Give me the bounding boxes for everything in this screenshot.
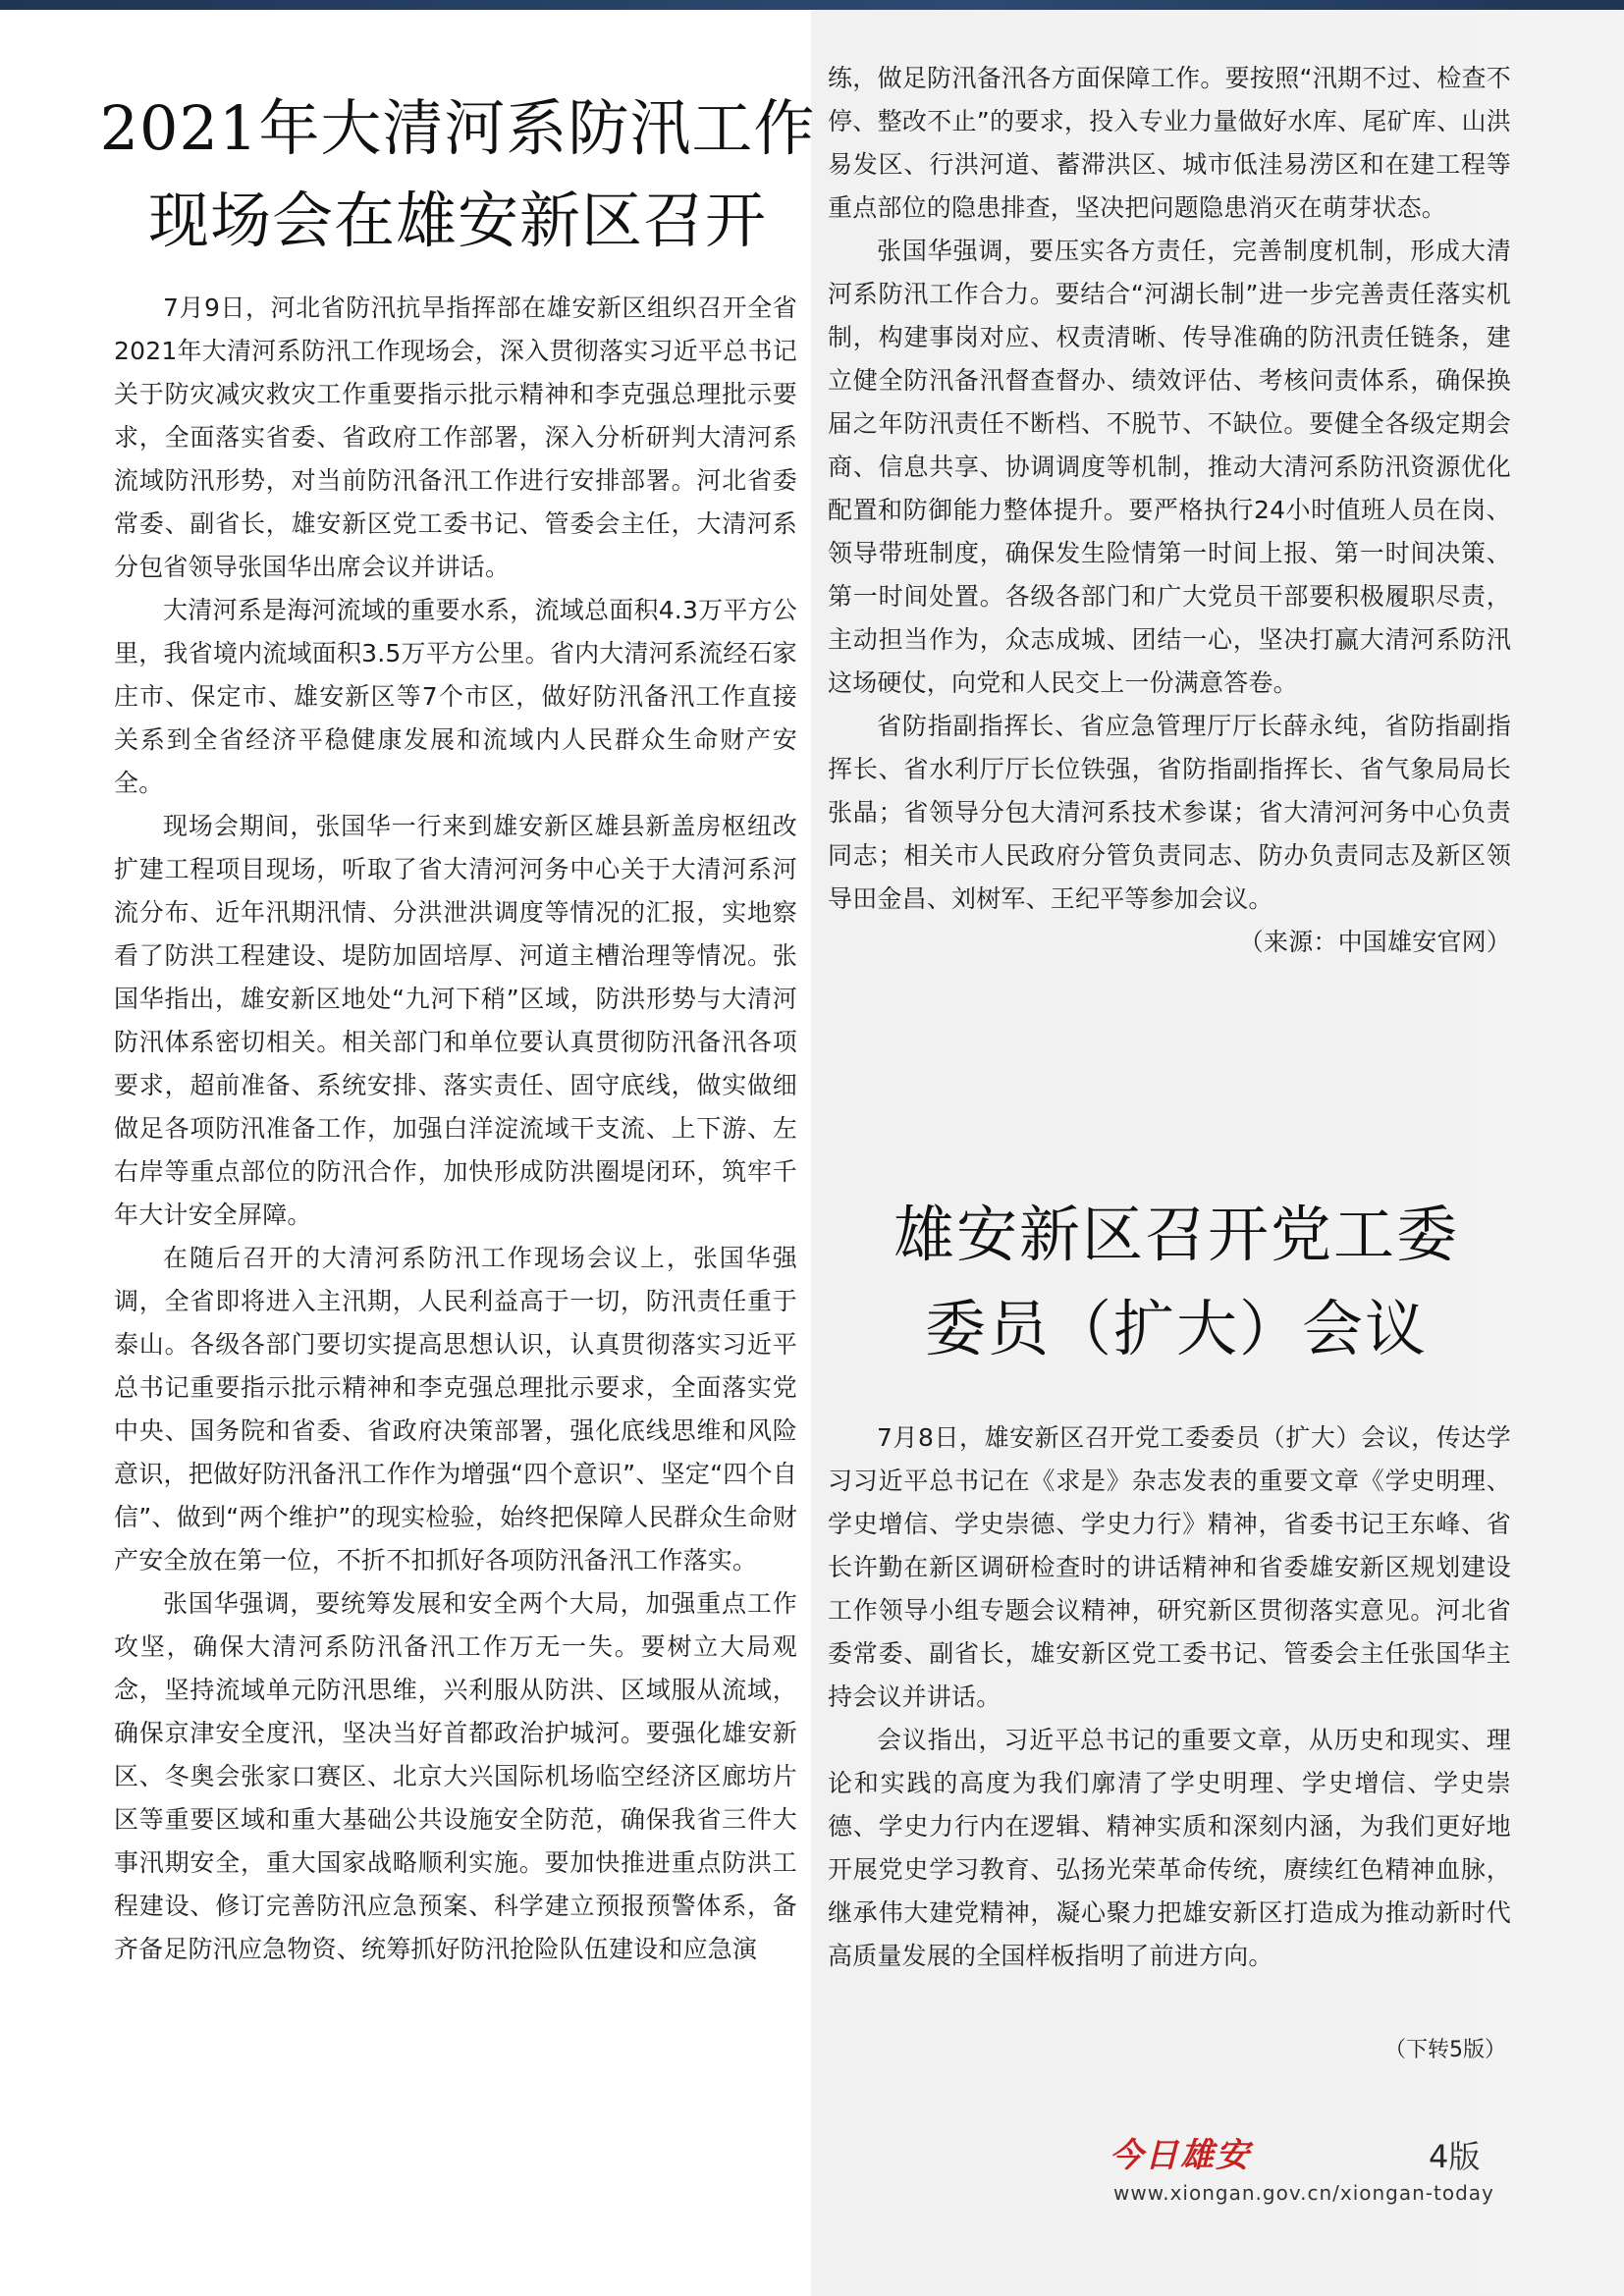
article1-continued-paragraph: 练，做足防汛备汛各方面保障工作。要按照“汛期不过、检查不停、整改不止”的要求，投入专业力量做好水库、尾矿库、山洪易发区、行洪河道、蓄滞洪区、城市低洼易涝区和在建工程等重点部位的隐患排查，坚决把问题隐患消灭在萌芽状态。	[828, 64, 1511, 222]
article1-paragraph: 在随后召开的大清河系防汛工作现场会议上，张国华强调，全省即将进入主汛期，人民利益高于一切，防汛责任重于泰山。各级各部门要切实提高思想认识，认真贯彻落实习近平总书记重要指示批示精神和李克强总理批示要求，全面落实党中央、国务院和省委、省政府决策部署，强化底线思维和风险意识，把做好防汛备汛工作作为增强“四个意识”、坚定“四个自信”、做到“两个维护”的现实检验，始终把保障人民群众生命财产安全放在第一位，不折不扣抓好各项防汛备汛工作落实。	[114, 1244, 797, 1575]
article2-title-line1: 雄安新区召开党工委	[893, 1199, 1459, 1270]
continued-notice: （下转5版）	[1384, 2038, 1506, 2062]
article1-title-line2: 现场会在雄安新区召开	[147, 185, 767, 256]
article2-paragraph: 会议指出，习近平总书记的重要文章，从历史和现实、理论和实践的高度为我们廓清了学史明理、学史增信、学史崇德、学史力行内在逻辑、精神实质和深刻内涵，为我们更好地开展党史学习教育、弘扬光荣革命传统，赓续红色精神血脉，继承伟大建党精神，凝心聚力把雄安新区打造成为推动新时代高质量发展的全国样板指明了前进方向。	[828, 1726, 1511, 1970]
article1-body-right	[828, 57, 1511, 964]
article1-continued-paragraph: 省防指副指挥长、省应急管理厅厅长薛永纯，省防指副指挥长、省水利厅厅长位铁强，省防指副指挥长、省气象局局长张晶；省领导分包大清河系技术参谋；省大清河河务中心负责同志；相关市人民政府分管负责同志、防办负责同志及新区领导田金昌、刘树军、王纪平等参加会议。	[828, 712, 1511, 913]
top-banner-bar	[0, 0, 1624, 10]
publication-logo: 今日雄安	[1110, 2136, 1251, 2175]
article1-title-line1: 2021年大清河系防汛工作	[99, 92, 816, 164]
article2-paragraph: 7月8日，雄安新区召开党工委委员（扩大）会议，传达学习习近平总书记在《求是》杂志发表的重要文章《学史明理、学史增信、学史崇德、学史力行》精神，省委书记王东峰、省长许勤在新区调研检查时的讲话精神和省委雄安新区规划建设工作领导小组专题会议精神，研究新区贯彻落实意见。河北省委常委、副省长，雄安新区党工委书记、管委会主任张国华主持会议并讲话。	[828, 1423, 1511, 1711]
article1-paragraph: 大清河系是海河流域的重要水系，流域总面积4.3万平方公里，我省境内流域面积3.5万平方公里。省内大清河系流经石家庄市、保定市、雄安新区等7个市区，做好防汛备汛工作直接关系到全省经济平稳健康发展和流域内人民群众生命财产安全。	[114, 596, 797, 797]
page-number: 4版	[1429, 2138, 1481, 2175]
article2-title-line2: 委员（扩大）会议	[924, 1293, 1428, 1364]
article1-paragraph: 张国华强调，要统筹发展和安全两个大局，加强重点工作攻坚，确保大清河系防汛备汛工作万无一失。要树立大局观念，坚持流域单元防汛思维，兴利服从防洪、区域服从流域，确保京津安全度汛，坚决当好首都政治护城河。要强化雄安新区、冬奥会张家口赛区、北京大兴国际机场临空经济区廊坊片区等重要区域和重大基础公共设施安全防范，确保我省三件大事汛期安全，重大国家战略顺利实施。要加快推进重点防洪工程建设、修订完善防汛应急预案、科学建立预报预警体系，备齐备足防汛应急物资、统筹抓好防汛抢险队伍建设和应急演	[114, 1589, 797, 1963]
article1-continued-paragraph: 张国华强调，要压实各方责任，完善制度机制，形成大清河系防汛工作合力。要结合“河湖长制”进一步完善责任落实机制，构建事岗对应、权责清晰、传导准确的防汛责任链条，建立健全防汛备汛督查督办、绩效评估、考核问责体系，确保换届之年防汛责任不断档、不脱节、不缺位。要健全各级定期会商、信息共享、协调调度等机制，推动大清河系防汛资源优化配置和防御能力整体提升。要严格执行24小时值班人员在岗、领导带班制度，确保发生险情第一时间上报、第一时间决策、第一时间处置。各级各部门和广大党员干部要积极履职尽责，主动担当作为，众志成城、团结一心，坚决打赢大清河系防汛这场硬仗，向党和人民交上一份满意答卷。	[828, 237, 1511, 697]
footer-url: www.xiongan.gov.cn/xiongan-today	[1113, 2181, 1494, 2205]
article2-body	[828, 1416, 1511, 1978]
article1-paragraph: 现场会期间，张国华一行来到雄安新区雄县新盖房枢纽改扩建工程项目现场，听取了省大清河河务中心关于大清河系河流分布、近年汛期汛情、分洪泄洪调度等情况的汇报，实地察看了防洪工程建设、堤防加固培厚、河道主槽治理等情况。张国华指出，雄安新区地处“九河下稍”区域，防洪形势与大清河防汛体系密切相关。相关部门和单位要认真贯彻防汛备汛各项要求，超前准备、系统安排、落实责任、固守底线，做实做细做足各项防汛准备工作，加强白洋淀流域干支流、上下游、左右岸等重点部位的防汛合作，加快形成防洪圈堤闭环，筑牢千年大计安全屏障。	[114, 812, 797, 1229]
article1-title	[94, 82, 821, 267]
article1-source: （来源：中国雄安官网）	[1238, 928, 1511, 956]
article1-paragraph: 7月9日，河北省防汛抗旱指挥部在雄安新区组织召开全省2021年大清河系防汛工作现场会，深入贯彻落实习近平总书记关于防灾减灾救灾工作重要指示批示精神和李克强总理批示要求，全面落实省委、省政府工作部署，深入分析研判大清河系流域防汛形势，对当前防汛备汛工作进行安排部署。河北省委常委、副省长，雄安新区党工委书记、管委会主任，大清河系分包省领导张国华出席会议并讲话。	[114, 294, 797, 581]
article2-title	[825, 1188, 1528, 1376]
article1-body-left	[114, 287, 797, 1971]
